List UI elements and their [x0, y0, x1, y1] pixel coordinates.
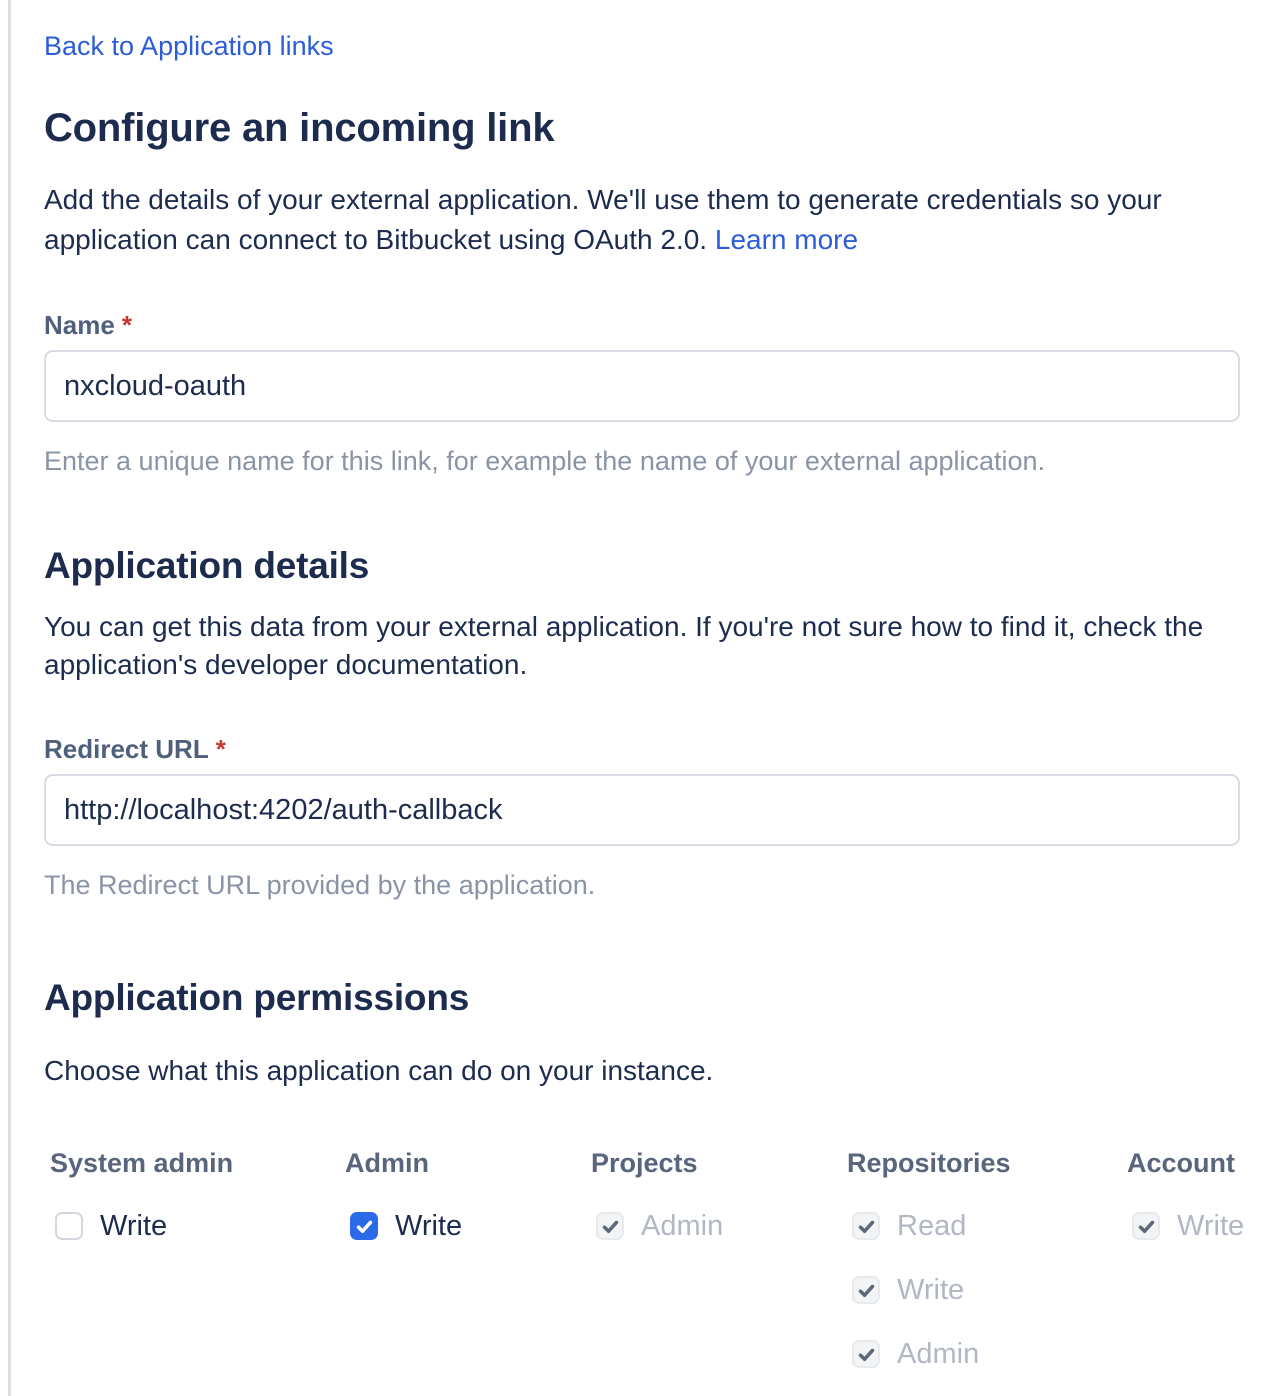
- checkbox-checked-icon: [596, 1212, 624, 1240]
- permission-option-label: Write: [100, 1209, 168, 1242]
- checkbox-unchecked-icon[interactable]: [55, 1212, 83, 1240]
- intro-text-body: Add the details of your external application. We'll use them to generate credentials so your application can connect to Bitbucket using OAuth 2.0.: [44, 184, 1162, 255]
- required-asterisk: *: [215, 734, 226, 764]
- permission-option-label: Write: [1177, 1209, 1245, 1242]
- redirect-url-helper-text: The Redirect URL provided by the application.: [44, 870, 596, 900]
- checkbox-checked-icon: [1132, 1212, 1160, 1240]
- redirect-url-input[interactable]: [44, 774, 1240, 846]
- permission-column-header: Repositories: [847, 1148, 1011, 1178]
- permission-column-header: Account: [1127, 1148, 1235, 1178]
- permission-column-system-admin: [50, 1148, 345, 1374]
- checkbox-checked-icon: [852, 1212, 880, 1240]
- application-details-title: Application details: [44, 545, 370, 586]
- checkbox-checked-icon: [852, 1276, 880, 1304]
- permission-option-admin-write[interactable]: [345, 1206, 591, 1246]
- permission-column-header: Projects: [591, 1148, 698, 1178]
- permission-option-repositories-admin: [847, 1334, 1127, 1374]
- permission-option-label: Write: [897, 1273, 965, 1306]
- left-border-rule: [8, 0, 11, 1396]
- checkbox-checked-icon: [852, 1340, 880, 1368]
- permission-option-system-admin-write[interactable]: [50, 1206, 345, 1246]
- redirect-url-field-label: [44, 734, 1240, 764]
- permission-option-account-write: [1127, 1206, 1244, 1246]
- name-field-label: [44, 310, 1240, 340]
- back-to-application-links-link[interactable]: Back to Application links: [44, 31, 334, 61]
- permission-option-repositories-write: [847, 1270, 1127, 1310]
- permission-column-header: System admin: [50, 1148, 234, 1178]
- permission-column-projects: [591, 1148, 847, 1374]
- application-details-description: You can get this data from your external application. If you're not sure how to find it, check the application's developer documentation.: [44, 611, 1204, 680]
- checkbox-checked-icon[interactable]: [350, 1212, 378, 1240]
- permission-option-label: Read: [897, 1209, 967, 1242]
- name-input[interactable]: [44, 350, 1240, 422]
- permission-column-header: Admin: [345, 1148, 429, 1178]
- application-permissions-description: Choose what this application can do on your instance.: [44, 1055, 714, 1086]
- redirect-url-label-text: Redirect URL: [44, 734, 209, 764]
- permission-column-admin: [345, 1148, 591, 1374]
- permission-column-repositories: [847, 1148, 1127, 1374]
- page-title: Configure an incoming link: [44, 106, 555, 150]
- name-helper-text: Enter a unique name for this link, for example the name of your external application.: [44, 446, 1046, 476]
- permission-column-account: [1127, 1148, 1244, 1374]
- permission-option-projects-admin: [591, 1206, 847, 1246]
- application-permissions-title: Application permissions: [44, 977, 470, 1018]
- permission-option-repositories-read: [847, 1206, 1127, 1246]
- required-asterisk: *: [121, 310, 132, 340]
- permission-option-label: Admin: [897, 1337, 980, 1370]
- permission-option-label: Admin: [641, 1209, 724, 1242]
- intro-text: [44, 180, 1219, 260]
- learn-more-link[interactable]: Learn more: [714, 224, 859, 255]
- name-label-text: Name: [44, 310, 115, 340]
- permission-option-label: Write: [395, 1209, 463, 1242]
- permissions-grid: [44, 1148, 1245, 1374]
